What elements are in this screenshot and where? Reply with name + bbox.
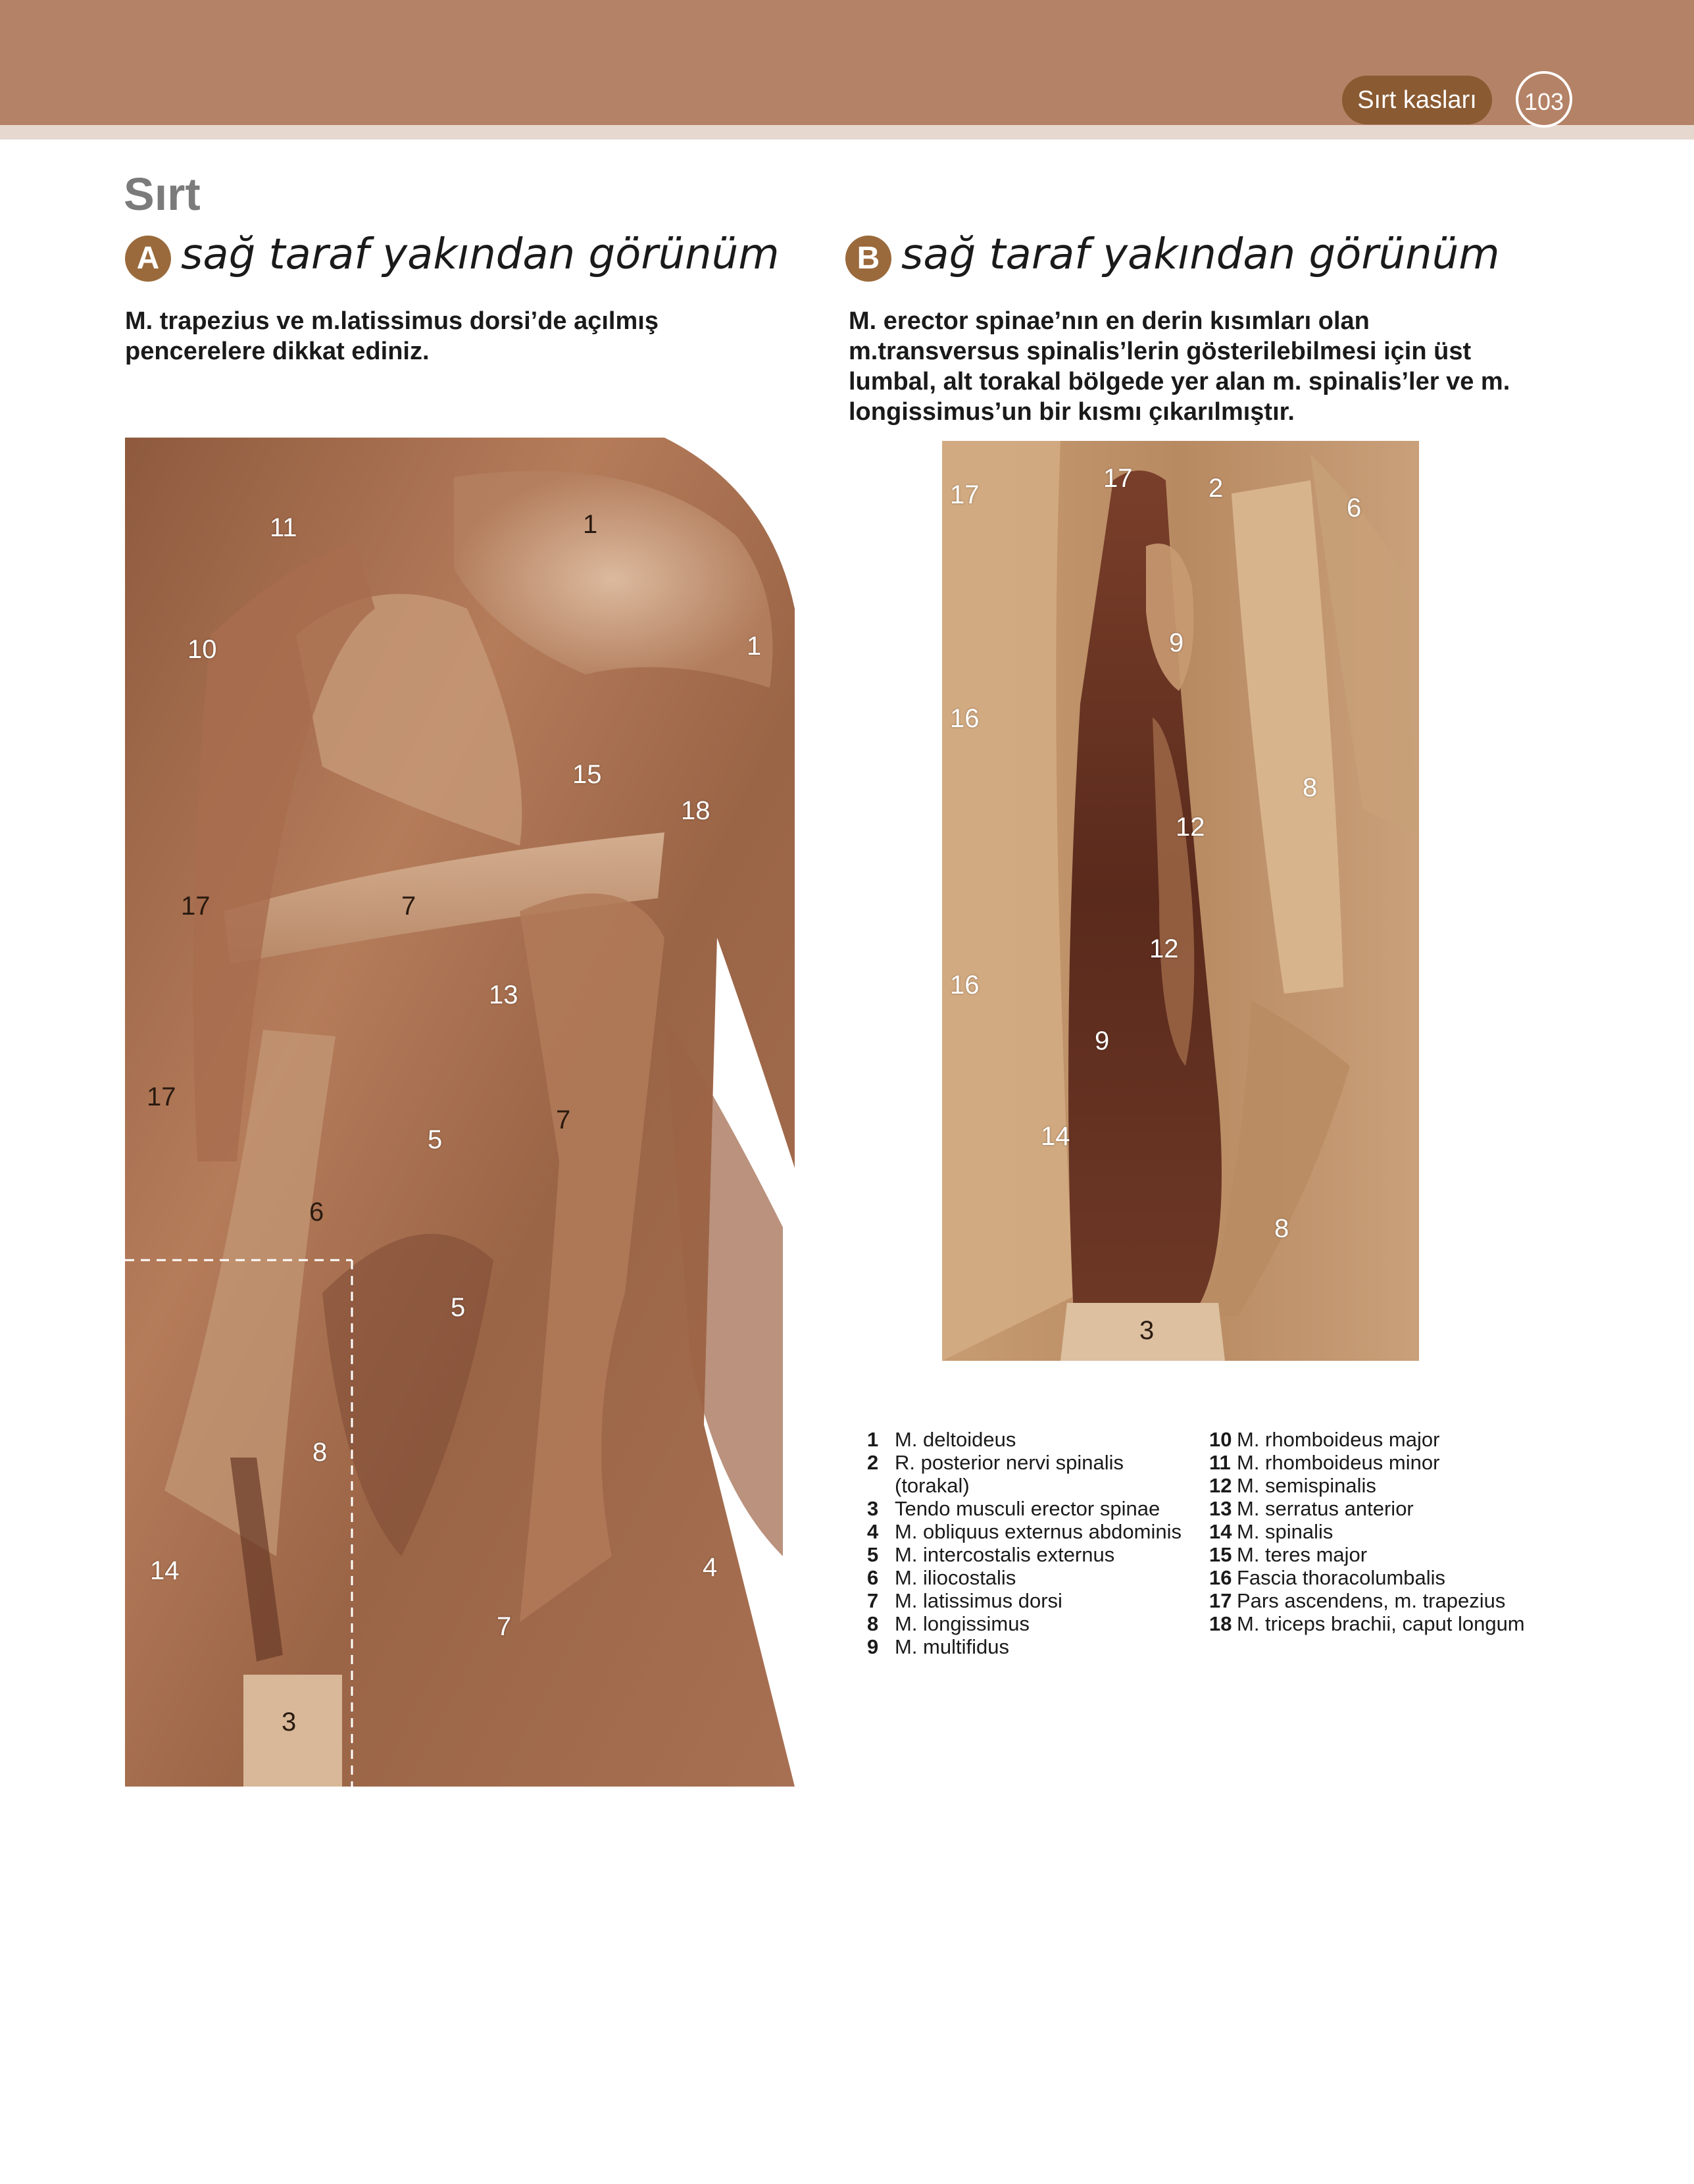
photo-a-label: 10	[187, 635, 217, 664]
photo-b-label: 16	[950, 971, 980, 1000]
legend-item: 12 M. semispinalis	[1209, 1474, 1376, 1497]
legend-item: 17 Pars ascendens, m. trapezius	[1209, 1589, 1506, 1612]
section-label: Sırt kasları	[1342, 76, 1492, 124]
photo-a-label: 8	[312, 1438, 328, 1467]
photo-a-label: 17	[181, 892, 211, 921]
legend-item: 5 M. intercostalis externus	[867, 1543, 1115, 1566]
dissection-photo-b	[942, 441, 1419, 1361]
photo-b-label: 3	[1139, 1316, 1155, 1345]
photo-b-label: 9	[1169, 628, 1184, 657]
photo-b-label: 17	[1103, 464, 1133, 493]
dissection-photo-a	[125, 438, 795, 1787]
photo-a-label: 14	[150, 1556, 180, 1585]
legend-item: 6 M. iliocostalis	[867, 1566, 1016, 1589]
photo-a-label: 6	[309, 1198, 324, 1227]
legend-item: 15 M. teres major	[1209, 1543, 1368, 1566]
legend-item: 16 Fascia thoracolumbalis	[1209, 1566, 1446, 1589]
photo-b-label: 8	[1274, 1214, 1289, 1243]
page-title: Sırt	[124, 168, 201, 220]
legend-item: 9 M. multifidus	[867, 1635, 1009, 1658]
photo-b-label: 12	[1176, 813, 1205, 842]
legend-item: 4 M. obliquus externus abdominis	[867, 1520, 1182, 1543]
photo-a-label: 5	[428, 1125, 443, 1154]
panel-b-description: M. erector spinae’nın en derin kısımları olan m.transversus spinalis’lerin gösterilebilmesi için üst lumbal, alt torakal bölgede yer alan m. spinalis’ler ve m. longissimus’un bir kısmı çıkarılmıştır.	[849, 307, 1510, 426]
photo-a-label: 3	[282, 1708, 297, 1737]
legend-item: 2 R. posterior nervi spinalis (torakal)	[867, 1451, 1124, 1497]
panel-a-title: sağ taraf yakından görünüm	[181, 230, 780, 279]
legend-item: 8 M. longissimus	[867, 1612, 1030, 1635]
photo-a-label: 17	[147, 1082, 176, 1111]
panel-b-title: sağ taraf yakından görünüm	[901, 230, 1500, 279]
photo-a-label: 7	[556, 1105, 571, 1134]
photo-b-label: 9	[1095, 1027, 1110, 1055]
legend-item: 14 M. spinalis	[1209, 1520, 1333, 1543]
photo-a-label: 15	[572, 760, 602, 789]
page-number: 103	[1516, 71, 1572, 128]
panel-b-badge: B	[845, 236, 891, 282]
legend-item: 11 M. rhomboideus minor	[1209, 1451, 1440, 1474]
photo-b-label: 16	[950, 704, 980, 733]
panel-a-badge: A	[125, 236, 171, 282]
photo-a-label: 1	[583, 510, 598, 539]
header-stripe	[0, 125, 1694, 140]
photo-b-label: 12	[1149, 934, 1179, 963]
photo-b-label: 17	[950, 480, 980, 509]
legend-column-2	[1209, 1428, 1564, 1635]
legend-item: 1 M. deltoideus	[867, 1428, 1016, 1451]
photo-a-label: 7	[497, 1612, 512, 1641]
photo-a-label: 5	[451, 1293, 466, 1322]
photo-a-label: 18	[681, 796, 710, 825]
legend-item: 18 M. triceps brachii, caput longum	[1209, 1612, 1525, 1635]
legend-item: 10 M. rhomboideus major	[1209, 1428, 1440, 1451]
photo-b-label: 8	[1303, 773, 1318, 802]
legend-item: 13 M. serratus anterior	[1209, 1497, 1414, 1520]
photo-a-label: 13	[489, 980, 518, 1009]
photo-a-label: 4	[703, 1553, 718, 1582]
legend-item: 3 Tendo musculi erector spinae	[867, 1497, 1160, 1520]
photo-b-label: 14	[1041, 1122, 1070, 1151]
photo-b-label: 6	[1347, 494, 1362, 522]
photo-a-label: 7	[401, 892, 416, 921]
legend-item: 7 M. latissimus dorsi	[867, 1589, 1062, 1612]
panel-a-description: M. trapezius ve m.latissimus dorsi’de açılmış pencerelere dikkat ediniz.	[125, 307, 659, 365]
photo-a-label: 11	[270, 513, 297, 542]
photo-a-label: 1	[747, 632, 762, 661]
legend-column-1	[867, 1428, 1196, 1658]
photo-b-label: 2	[1208, 474, 1224, 503]
